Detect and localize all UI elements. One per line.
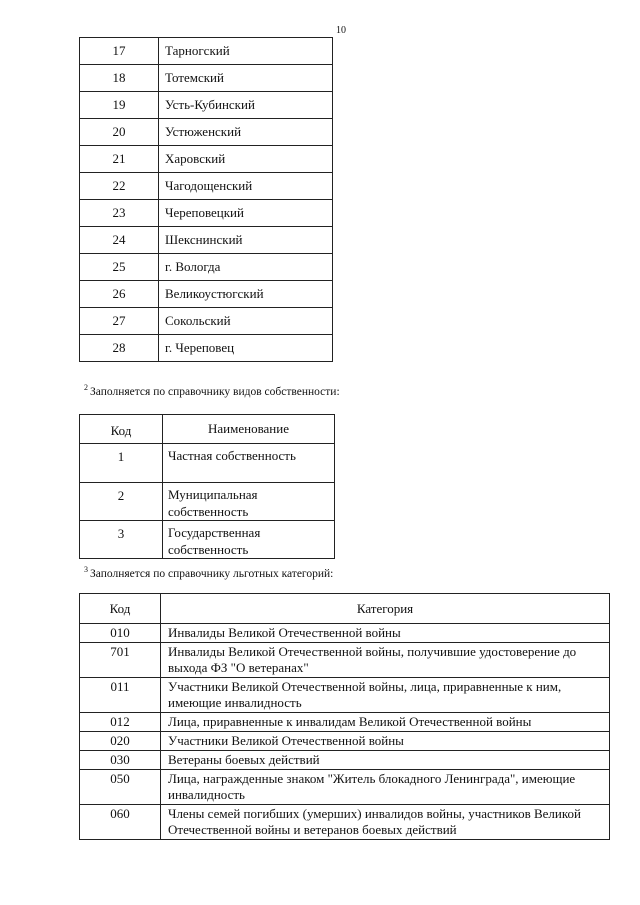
column-header-code: Код xyxy=(80,415,163,444)
ownership-name: Частная собственность xyxy=(163,444,335,483)
district-number: 25 xyxy=(80,254,159,281)
table-row xyxy=(80,624,610,643)
district-number: 22 xyxy=(80,173,159,200)
district-name: г. Вологда xyxy=(159,254,333,281)
district-number: 27 xyxy=(80,308,159,335)
ownership-name: Государственная собственность xyxy=(163,521,335,559)
table-row xyxy=(80,308,333,335)
category-name: Инвалиды Великой Отечественной войны, получившие удостоверение до выхода ФЗ "О ветеранах" xyxy=(161,643,610,678)
district-name: Харовский xyxy=(159,146,333,173)
table-row xyxy=(80,444,335,483)
districts-table-body xyxy=(80,38,333,362)
district-name: Великоустюгский xyxy=(159,281,333,308)
district-name: Устюженский xyxy=(159,119,333,146)
category-name: Участники Великой Отечественной войны, лица, приравненные к ним, имеющие инвалидность xyxy=(161,678,610,713)
category-code: 010 xyxy=(80,624,161,643)
table-row xyxy=(80,713,610,732)
table-row xyxy=(80,119,333,146)
footnote-text: Заполняется по справочнику льготных категорий: xyxy=(90,567,334,580)
category-name: Члены семей погибших (умерших) инвалидов войны, участников Великой Отечественной войны и ветеранов боевых действий xyxy=(161,805,610,840)
column-header-category: Категория xyxy=(161,594,610,624)
table-row xyxy=(80,92,333,119)
table-header-row xyxy=(80,594,610,624)
ownership-code: 3 xyxy=(80,521,163,559)
table-row xyxy=(80,173,333,200)
district-number: 24 xyxy=(80,227,159,254)
table-row xyxy=(80,38,333,65)
district-name: Усть-Кубинский xyxy=(159,92,333,119)
category-code: 030 xyxy=(80,751,161,770)
footnote-text: Заполняется по справочнику видов собственности: xyxy=(90,385,340,398)
table-row xyxy=(80,521,335,559)
table-row xyxy=(80,483,335,521)
footnote-marker: 2 xyxy=(84,383,88,392)
table-row xyxy=(80,254,333,281)
category-name: Инвалиды Великой Отечественной войны xyxy=(161,624,610,643)
district-name: Шекснинский xyxy=(159,227,333,254)
category-name: Лица, награжденные знаком "Житель блокадного Ленинграда", имеющие инвалидность xyxy=(161,770,610,805)
district-number: 28 xyxy=(80,335,159,362)
district-number: 17 xyxy=(80,38,159,65)
table-row xyxy=(80,770,610,805)
district-name: г. Череповец xyxy=(159,335,333,362)
district-number: 19 xyxy=(80,92,159,119)
table-row xyxy=(80,200,333,227)
column-header-name: Наименование xyxy=(163,415,335,444)
ownership-table xyxy=(79,414,335,559)
table-header-row xyxy=(80,415,335,444)
footnote-ownership xyxy=(84,383,340,398)
district-name: Тарногский xyxy=(159,38,333,65)
footnote-marker: 3 xyxy=(84,565,88,574)
district-name: Череповецкий xyxy=(159,200,333,227)
district-number: 21 xyxy=(80,146,159,173)
ownership-code: 2 xyxy=(80,483,163,521)
page-number: 10 xyxy=(336,25,346,36)
category-code: 011 xyxy=(80,678,161,713)
table-row xyxy=(80,146,333,173)
district-number: 20 xyxy=(80,119,159,146)
district-number: 26 xyxy=(80,281,159,308)
benefit-categories-table xyxy=(79,593,610,840)
table-row xyxy=(80,678,610,713)
table-row xyxy=(80,65,333,92)
table-row xyxy=(80,281,333,308)
district-name: Сокольский xyxy=(159,308,333,335)
ownership-code: 1 xyxy=(80,444,163,483)
category-name: Ветераны боевых действий xyxy=(161,751,610,770)
district-number: 18 xyxy=(80,65,159,92)
districts-table xyxy=(79,37,333,362)
category-name: Лица, приравненные к инвалидам Великой Отечественной войны xyxy=(161,713,610,732)
table-row xyxy=(80,805,610,840)
category-code: 701 xyxy=(80,643,161,678)
category-name: Участники Великой Отечественной войны xyxy=(161,732,610,751)
category-code: 020 xyxy=(80,732,161,751)
table-row xyxy=(80,732,610,751)
table-row xyxy=(80,227,333,254)
category-code: 012 xyxy=(80,713,161,732)
table-row xyxy=(80,335,333,362)
district-number: 23 xyxy=(80,200,159,227)
footnote-categories xyxy=(84,565,333,580)
table-row xyxy=(80,751,610,770)
ownership-name: Муниципальная собственность xyxy=(163,483,335,521)
district-name: Тотемский xyxy=(159,65,333,92)
category-code: 060 xyxy=(80,805,161,840)
category-code: 050 xyxy=(80,770,161,805)
district-name: Чагодощенский xyxy=(159,173,333,200)
table-row xyxy=(80,643,610,678)
column-header-code: Код xyxy=(80,594,161,624)
